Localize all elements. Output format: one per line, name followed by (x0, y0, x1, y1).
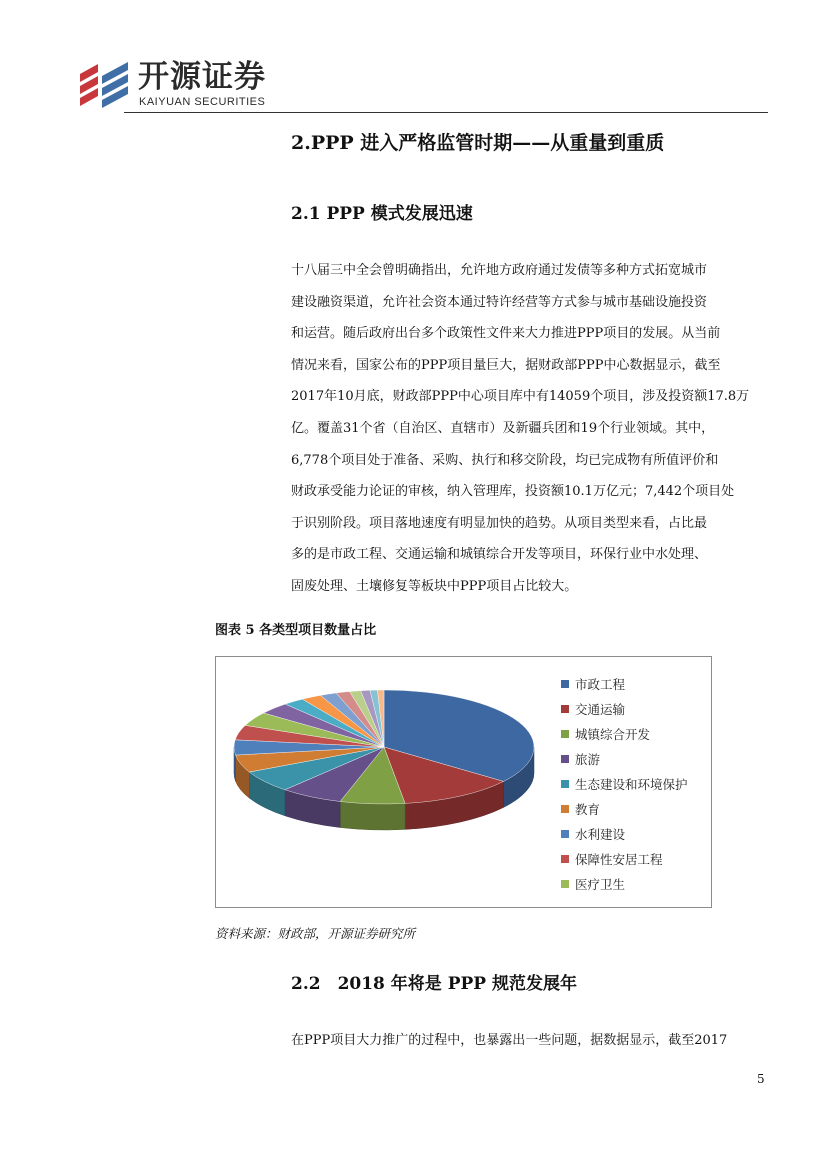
paragraph-line: 和运营。随后政府出台多个政策性文件来大力推进PPP项目的发展。从当前 (291, 326, 721, 342)
chart-legend (561, 671, 688, 896)
subsection-title-2-1: 2.1 PPP 模式发展迅速 (291, 204, 473, 224)
legend-label: 市政工程 (575, 676, 626, 692)
legend-item (561, 696, 688, 721)
legend-swatch (561, 780, 569, 788)
paragraph-line: 亿。覆盖31个省（自治区、直辖市）及新疆兵团和19个行业领域。其中， (291, 420, 715, 436)
paragraph-line: 固废处理、土壤修复等板块中PPP项目占比较大。 (291, 578, 578, 594)
legend-label: 城镇综合开发 (575, 726, 651, 742)
subsection-title-2-2: 2.2 2018 年将是 PPP 规范发展年 (291, 974, 577, 994)
body-paragraph-1 (291, 255, 766, 603)
paragraph-line: 多的是市政工程、交通运输和城镇综合开发等项目，环保行业中水处理、 (291, 547, 708, 563)
legend-item (561, 796, 688, 821)
legend-label: 教育 (575, 801, 601, 817)
legend-swatch (561, 680, 569, 688)
legend-swatch (561, 855, 569, 863)
legend-swatch (561, 805, 569, 813)
brand-name-cn: 开源证券 (138, 59, 266, 95)
page-number: 5 (757, 1072, 765, 1086)
paragraph-line: 十八届三中全会曾明确指出，允许地方政府通过发债等多种方式拓宽城市 (291, 263, 708, 278)
figure-source: 资料来源：财政部，开源证券研究所 (215, 926, 416, 941)
legend-item (561, 871, 688, 896)
legend-swatch (561, 880, 569, 888)
paragraph-line: 财政承受能力论证的审核，纳入管理库，投资额10.1万亿元；7,442个项目处 (291, 484, 735, 500)
figure-caption: 图表 5 各类型项目数量占比 (215, 623, 377, 638)
body-paragraph-2: 在PPP项目大力推广的过程中，也暴露出一些问题，据数据显示，截至2017 (291, 1033, 728, 1048)
paragraph-line: 建设融资渠道，允许社会资本通过特许经营等方式参与城市基础设施投资 (291, 294, 708, 310)
legend-item (561, 721, 688, 746)
legend-item (561, 821, 688, 846)
paragraph-line: 于识别阶段。项目落地速度有明显加快的趋势。从项目类型来看，占比最 (291, 515, 708, 531)
legend-label: 医疗卫生 (575, 876, 626, 892)
brand-name-en: KAIYUAN SECURITIES (139, 96, 266, 108)
legend-label: 交通运输 (575, 701, 626, 717)
legend-label: 保障性安居工程 (575, 851, 663, 867)
legend-label: 水利建设 (575, 826, 626, 842)
legend-item (561, 746, 688, 771)
kaiyuan-logo-icon (78, 60, 136, 110)
paragraph-line: 6,778个项目处于准备、采购、执行和移交阶段，均已完成物有所值评价和 (291, 452, 719, 468)
paragraph-line: 情况来看，国家公布的PPP项目量巨大，据财政部PPP中心数据显示，截至 (291, 357, 721, 373)
paragraph-line: 2017年10月底，财政部PPP中心项目库中有14059个项目，涉及投资额17.8万 (291, 389, 750, 405)
header-divider (124, 112, 768, 113)
legend-item (561, 771, 688, 796)
pie-slice-side (340, 802, 405, 830)
legend-swatch (561, 830, 569, 838)
pie-chart (215, 656, 712, 908)
legend-label: 旅游 (575, 751, 601, 767)
legend-label: 生态建设和环境保护 (575, 776, 688, 792)
legend-swatch (561, 705, 569, 713)
legend-item (561, 846, 688, 871)
section-title: 2.PPP 进入严格监管时期——从重量到重质 (291, 132, 665, 154)
legend-swatch (561, 730, 569, 738)
legend-item (561, 671, 688, 696)
legend-swatch (561, 755, 569, 763)
